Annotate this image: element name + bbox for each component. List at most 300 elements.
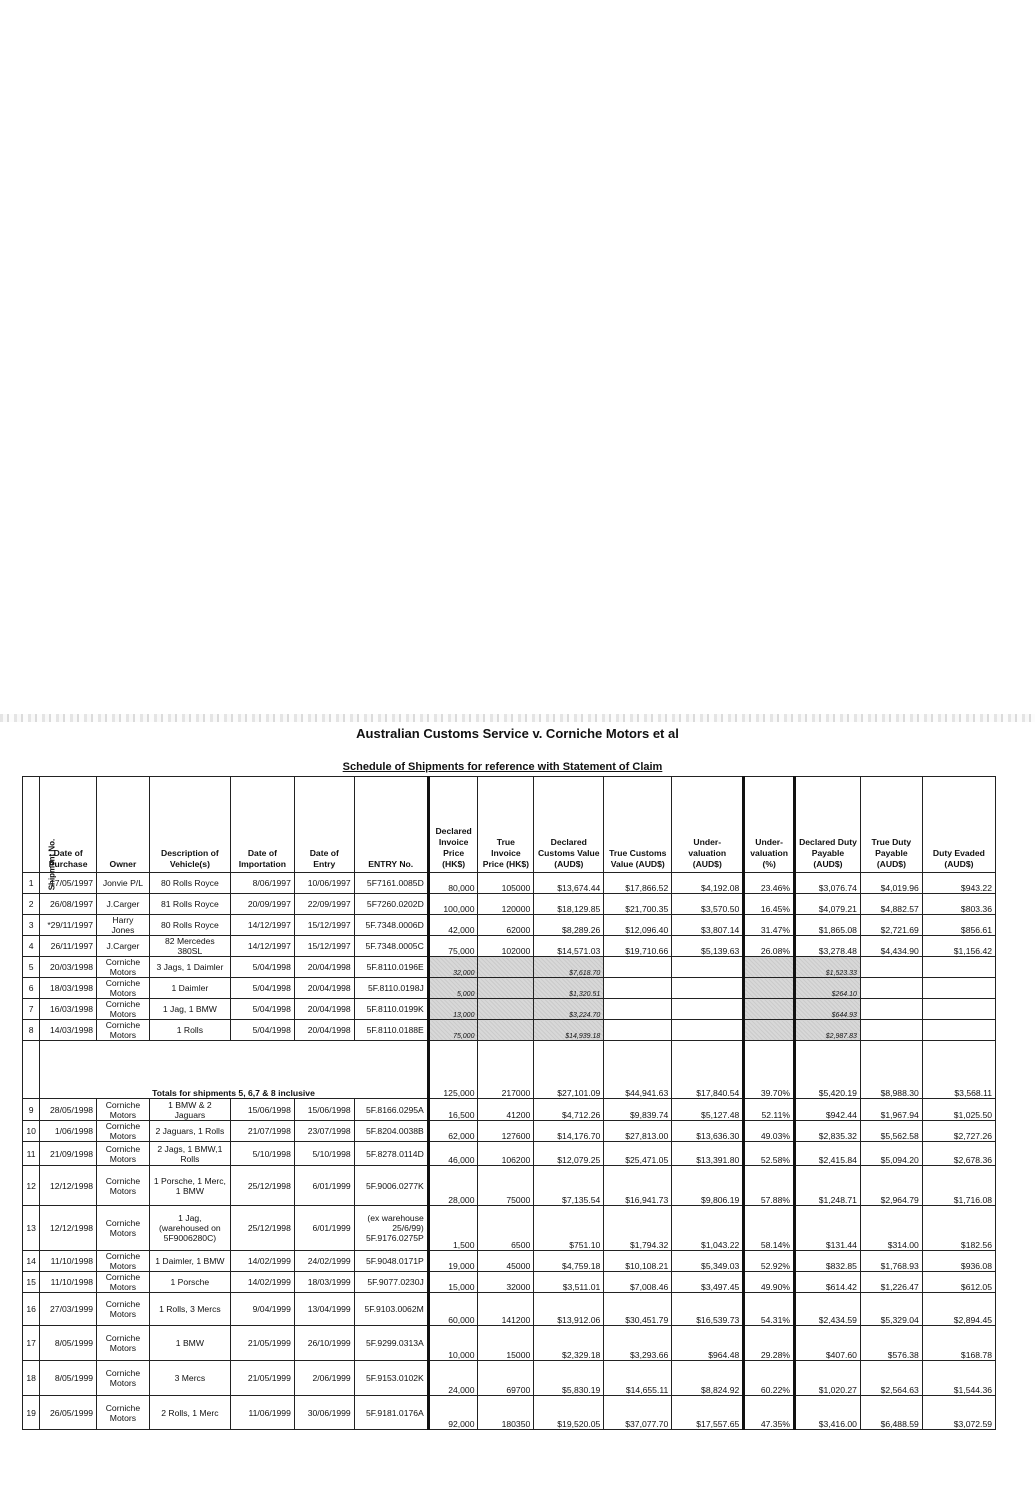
shipments-1-8	[23, 873, 996, 1041]
table-row	[23, 873, 996, 894]
table-cell: 1 Rolls	[149, 1020, 230, 1041]
table-cell: $314.00	[860, 1206, 922, 1251]
table-cell: $27,813.00	[604, 1121, 672, 1142]
table-cell: $14,176.70	[534, 1121, 604, 1142]
header-duty-evaded: Duty Evaded (AUD$)	[922, 777, 995, 873]
table-cell: 6500	[478, 1206, 534, 1251]
table-cell: 5F.8166.0295A	[354, 1099, 428, 1121]
table-cell: 9	[23, 1099, 40, 1121]
table-cell: Corniche Motors	[97, 1142, 150, 1166]
table-cell: $17,557.65	[672, 1396, 744, 1430]
table-cell: 20/03/1998	[40, 957, 97, 978]
table-cell: 54.31%	[744, 1293, 795, 1326]
table-cell: $1,794.32	[604, 1206, 672, 1251]
table-cell: 9/04/1999	[230, 1293, 294, 1326]
table-cell: $5,329.04	[860, 1293, 922, 1326]
table-cell: 5F.8110.0196E	[354, 957, 428, 978]
table-cell: 10/06/1997	[294, 873, 354, 894]
table-cell: $21,700.35	[604, 894, 672, 915]
table-cell	[672, 999, 744, 1020]
table-cell: Harry Jones	[97, 915, 150, 936]
table-cell: $964.48	[672, 1326, 744, 1361]
header-true-invoice-price: True Invoice Price (HK$)	[478, 777, 534, 873]
table-cell: $5,562.58	[860, 1121, 922, 1142]
table-cell: $2,835.32	[795, 1121, 861, 1142]
table-cell: $37,077.70	[604, 1396, 672, 1430]
table-cell: 45000	[478, 1251, 534, 1272]
table-cell: 8/06/1997	[230, 873, 294, 894]
table-cell: 5F.9006.0277K	[354, 1166, 428, 1206]
table-cell	[744, 1020, 795, 1041]
table-cell: $5,830.19	[534, 1361, 604, 1396]
table-cell: 52.11%	[744, 1099, 795, 1121]
table-cell: 100,000	[428, 894, 478, 915]
header-owner: Owner	[97, 777, 150, 873]
table-cell: 5/10/1998	[294, 1142, 354, 1166]
table-cell: $3,807.14	[672, 915, 744, 936]
table-cell: Corniche Motors	[97, 1206, 150, 1251]
table-cell: 57.88%	[744, 1166, 795, 1206]
table-cell: Corniche Motors	[97, 1293, 150, 1326]
table-row	[23, 894, 996, 915]
table-cell: 12	[23, 1166, 40, 1206]
table-cell: 4	[23, 936, 40, 957]
table-cell: 26/10/1999	[294, 1326, 354, 1361]
table-cell: 11/06/1999	[230, 1396, 294, 1430]
header-date-of-purchase: Date of Purchase	[40, 777, 97, 873]
table-row	[23, 957, 996, 978]
table-cell: $13,391.80	[672, 1142, 744, 1166]
table-cell: 15	[23, 1272, 40, 1293]
table-cell: 16/03/1998	[40, 999, 97, 1020]
totals-cell: $5,420.19	[795, 1041, 861, 1099]
table-cell	[860, 957, 922, 978]
table-cell: 13/04/1999	[294, 1293, 354, 1326]
table-cell: $13,674.44	[534, 873, 604, 894]
table-cell: Corniche Motors	[97, 1272, 150, 1293]
table-cell: 62,000	[428, 1121, 478, 1142]
table-cell: $14,655.11	[604, 1361, 672, 1396]
table-cell: 8/05/1999	[40, 1361, 97, 1396]
totals-cell: 125,000	[428, 1041, 478, 1099]
table-cell: $4,079.21	[795, 894, 861, 915]
table-cell: 24/02/1999	[294, 1251, 354, 1272]
table-row	[23, 1272, 996, 1293]
table-row	[23, 1293, 996, 1326]
table-cell: Corniche Motors	[97, 1361, 150, 1396]
table-cell: 1 Porsche	[149, 1272, 230, 1293]
table-cell: 5/04/1998	[230, 1020, 294, 1041]
table-cell: 52.58%	[744, 1142, 795, 1166]
table-cell: Corniche Motors	[97, 1020, 150, 1041]
table-cell: $614.42	[795, 1272, 861, 1293]
totals-row	[23, 1041, 996, 1099]
table-cell: $803.36	[922, 894, 995, 915]
table-cell	[922, 1020, 995, 1041]
table-cell	[672, 957, 744, 978]
table-row	[23, 1166, 996, 1206]
table-cell: 14/03/1998	[40, 1020, 97, 1041]
totals-cell: 217000	[478, 1041, 534, 1099]
table-cell: 102000	[478, 936, 534, 957]
table-row	[23, 999, 996, 1020]
table-cell: $4,434.90	[860, 936, 922, 957]
table-cell: $3,293.66	[604, 1326, 672, 1361]
table-row	[23, 936, 996, 957]
table-cell: $2,727.26	[922, 1121, 995, 1142]
table-row	[23, 915, 996, 936]
table-cell: 11/10/1998	[40, 1251, 97, 1272]
table-cell: 2/06/1999	[294, 1361, 354, 1396]
table-cell: 32000	[478, 1272, 534, 1293]
table-cell: $19,520.05	[534, 1396, 604, 1430]
table-row	[23, 1396, 996, 1430]
table-cell: 2	[23, 894, 40, 915]
table-cell: $3,416.00	[795, 1396, 861, 1430]
table-cell: 14/12/1997	[230, 915, 294, 936]
table-cell: 180350	[478, 1396, 534, 1430]
table-cell: 28,000	[428, 1166, 478, 1206]
table-cell: $1,248.71	[795, 1166, 861, 1206]
totals-cell: $17,840.54	[672, 1041, 744, 1099]
table-cell	[478, 978, 534, 999]
table-cell: $6,488.59	[860, 1396, 922, 1430]
table-cell: $2,987.83	[795, 1020, 861, 1041]
table-cell: 75,000	[428, 936, 478, 957]
table-cell: $264.10	[795, 978, 861, 999]
table-cell: Corniche Motors	[97, 1166, 150, 1206]
table-cell: 41200	[478, 1099, 534, 1121]
table-cell: $942.44	[795, 1099, 861, 1121]
table-cell: 25/12/1998	[230, 1206, 294, 1251]
table-cell: 5/04/1998	[230, 957, 294, 978]
table-cell: $9,806.19	[672, 1166, 744, 1206]
table-cell: 27/03/1999	[40, 1293, 97, 1326]
table-cell: 75000	[478, 1166, 534, 1206]
table-cell: $2,964.79	[860, 1166, 922, 1206]
table-cell: $943.22	[922, 873, 995, 894]
table-cell: 49.90%	[744, 1272, 795, 1293]
table-cell: $25,471.05	[604, 1142, 672, 1166]
table-cell: 47.35%	[744, 1396, 795, 1430]
totals-cell: $3,568.11	[922, 1041, 995, 1099]
table-cell: 1 Daimler	[149, 978, 230, 999]
table-cell: 16,500	[428, 1099, 478, 1121]
table-cell: 6/01/1999	[294, 1166, 354, 1206]
table-cell: J.Carger	[97, 936, 150, 957]
header-true-customs-value: True Customs Value (AUD$)	[604, 777, 672, 873]
table-cell	[604, 1020, 672, 1041]
table-cell: 15/12/1997	[294, 915, 354, 936]
table-cell: 17	[23, 1326, 40, 1361]
table-cell: 28/05/1998	[40, 1099, 97, 1121]
table-cell: Corniche Motors	[97, 1326, 150, 1361]
table-cell: 7	[23, 999, 40, 1020]
table-row	[23, 1121, 996, 1142]
document-title: Australian Customs Service v. Corniche Motors et al	[356, 726, 679, 741]
table-cell: 26/11/1997	[40, 936, 97, 957]
table-cell: $18,129.85	[534, 894, 604, 915]
table-cell: 5F.8110.0199K	[354, 999, 428, 1020]
table-cell: 60,000	[428, 1293, 478, 1326]
table-cell: $3,076.74	[795, 873, 861, 894]
table-cell: 21/07/1998	[230, 1121, 294, 1142]
table-cell: Corniche Motors	[97, 1396, 150, 1430]
table-cell: 5,000	[428, 978, 478, 999]
table-cell	[604, 957, 672, 978]
table-cell: $1,967.94	[860, 1099, 922, 1121]
table-cell: $7,618.70	[534, 957, 604, 978]
table-cell: 13,000	[428, 999, 478, 1020]
table-cell: 58.14%	[744, 1206, 795, 1251]
table-cell: *29/11/1997	[40, 915, 97, 936]
table-cell: $16,539.73	[672, 1293, 744, 1326]
table-cell: $1,043.22	[672, 1206, 744, 1251]
shipments-table	[22, 776, 996, 1430]
table-cell: 12/12/1998	[40, 1206, 97, 1251]
table-cell: 15,000	[428, 1272, 478, 1293]
table-cell: 6/01/1999	[294, 1206, 354, 1251]
header-declared-invoice-price: Declared Invoice Price (HK$)	[428, 777, 478, 873]
table-cell: 23/07/1998	[294, 1121, 354, 1142]
table-cell: 14/02/1999	[230, 1272, 294, 1293]
table-cell: 46,000	[428, 1142, 478, 1166]
table-cell: $576.38	[860, 1326, 922, 1361]
table-cell: 32,000	[428, 957, 478, 978]
table-cell: 20/04/1998	[294, 957, 354, 978]
table-cell: 5F.7348.0006D	[354, 915, 428, 936]
table-cell: $1,020.27	[795, 1361, 861, 1396]
table-cell: $1,523.33	[795, 957, 861, 978]
table-cell: 10,000	[428, 1326, 478, 1361]
table-cell: 18/03/1999	[294, 1272, 354, 1293]
table-cell: 14/12/1997	[230, 936, 294, 957]
table-cell: $1,025.50	[922, 1099, 995, 1121]
table-cell: 14/02/1999	[230, 1251, 294, 1272]
table-cell: 5F.9153.0102K	[354, 1361, 428, 1396]
table-cell: 3	[23, 915, 40, 936]
table-cell: Corniche Motors	[97, 1251, 150, 1272]
table-cell: 1 Porsche, 1 Merc, 1 BMW	[149, 1166, 230, 1206]
table-cell: $1,156.42	[922, 936, 995, 957]
header-entry-no: ENTRY No.	[354, 777, 428, 873]
table-cell: 5F.9103.0062M	[354, 1293, 428, 1326]
table-cell: $12,079.25	[534, 1142, 604, 1166]
header-shipment-no: Shipment No.	[23, 777, 40, 873]
table-cell: Corniche Motors	[97, 957, 150, 978]
table-cell	[860, 978, 922, 999]
table-cell: $5,094.20	[860, 1142, 922, 1166]
table-cell: $4,712.26	[534, 1099, 604, 1121]
table-cell: 8/05/1999	[40, 1326, 97, 1361]
table-cell: $1,320.51	[534, 978, 604, 999]
table-cell: 141200	[478, 1293, 534, 1326]
table-cell	[922, 978, 995, 999]
table-cell: 19	[23, 1396, 40, 1430]
table-cell: 1	[23, 873, 40, 894]
table-cell: 5/10/1998	[230, 1142, 294, 1166]
table-cell: $182.56	[922, 1206, 995, 1251]
table-cell: 1 Daimler, 1 BMW	[149, 1251, 230, 1272]
table-cell: Jonvie P/L	[97, 873, 150, 894]
table-cell: $644.93	[795, 999, 861, 1020]
table-cell: 22/09/1997	[294, 894, 354, 915]
table-cell: 20/04/1998	[294, 1020, 354, 1041]
table-cell: 2 Jaguars, 1 Rolls	[149, 1121, 230, 1142]
totals-cell: $8,988.30	[860, 1041, 922, 1099]
table-cell: $168.78	[922, 1326, 995, 1361]
table-row	[23, 978, 996, 999]
header-description: Description of Vehicle(s)	[149, 777, 230, 873]
table-cell: 1 Rolls, 3 Mercs	[149, 1293, 230, 1326]
table-cell: $4,019.96	[860, 873, 922, 894]
schedule-subtitle: Schedule of Shipments for reference with Statement of Claim	[342, 761, 663, 773]
table-cell	[744, 957, 795, 978]
table-cell: $1,768.93	[860, 1251, 922, 1272]
table-cell: 5F.8110.0188E	[354, 1020, 428, 1041]
table-cell: $4,192.08	[672, 873, 744, 894]
table-cell: $2,894.45	[922, 1293, 995, 1326]
table-cell: $16,941.73	[604, 1166, 672, 1206]
table-cell: 15/12/1997	[294, 936, 354, 957]
table-cell: 1 Jag, (warehoused on 5F9006280C)	[149, 1206, 230, 1251]
totals-spacer	[23, 1041, 40, 1099]
header-date-of-entry: Date of Entry	[294, 777, 354, 873]
table-cell: 19,000	[428, 1251, 478, 1272]
table-cell: 15000	[478, 1326, 534, 1361]
table-cell: 5	[23, 957, 40, 978]
header-undervaluation-aud: Under-valuation (AUD$)	[672, 777, 744, 873]
totals-cell: 39.70%	[744, 1041, 795, 1099]
table-cell: $4,759.18	[534, 1251, 604, 1272]
table-cell	[860, 999, 922, 1020]
table-cell: 14	[23, 1251, 40, 1272]
table-cell: Corniche Motors	[97, 978, 150, 999]
table-cell: $19,710.66	[604, 936, 672, 957]
table-cell: (ex warehouse 25/6/99) 5F.9176.0275P	[354, 1206, 428, 1251]
table-cell: 5/04/1998	[230, 978, 294, 999]
table-cell	[478, 999, 534, 1020]
table-cell: 15/06/1998	[230, 1099, 294, 1121]
table-cell	[604, 978, 672, 999]
table-cell: 42,000	[428, 915, 478, 936]
table-cell: 5F.8278.0114D	[354, 1142, 428, 1166]
table-cell	[478, 957, 534, 978]
table-row	[23, 1361, 996, 1396]
table-row	[23, 1099, 996, 1121]
table-cell: 20/09/1997	[230, 894, 294, 915]
table-cell: 80 Rolls Royce	[149, 873, 230, 894]
table-cell	[672, 1020, 744, 1041]
table-cell: $12,096.40	[604, 915, 672, 936]
table-cell	[672, 978, 744, 999]
header-declared-customs-value: Declared Customs Value (AUD$)	[534, 777, 604, 873]
table-cell: 52.92%	[744, 1251, 795, 1272]
table-cell: $3,570.50	[672, 894, 744, 915]
table-cell: 11/10/1998	[40, 1272, 97, 1293]
table-cell: $5,349.03	[672, 1251, 744, 1272]
table-cell: 5F.9181.0176A	[354, 1396, 428, 1430]
table-cell: $13,912.06	[534, 1293, 604, 1326]
table-cell: 26/05/1999	[40, 1396, 97, 1430]
table-cell: 1/06/1998	[40, 1121, 97, 1142]
table-cell: $17,866.52	[604, 873, 672, 894]
table-cell: $1,226.47	[860, 1272, 922, 1293]
table-cell: $2,434.59	[795, 1293, 861, 1326]
table-cell: $3,278.48	[795, 936, 861, 957]
table-cell: 105000	[478, 873, 534, 894]
table-cell	[604, 999, 672, 1020]
table-cell: $1,544.36	[922, 1361, 995, 1396]
totals-cell: $27,101.09	[534, 1041, 604, 1099]
table-cell: 16.45%	[744, 894, 795, 915]
header-row	[23, 777, 996, 873]
table-cell: 10	[23, 1121, 40, 1142]
header-date-of-importation: Date of Importation	[230, 777, 294, 873]
table-cell: 120000	[478, 894, 534, 915]
table-cell: 106200	[478, 1142, 534, 1166]
header-declared-duty: Declared Duty Payable (AUD$)	[795, 777, 861, 873]
table-cell: $856.61	[922, 915, 995, 936]
table-row	[23, 1251, 996, 1272]
table-cell: 29.28%	[744, 1326, 795, 1361]
table-cell: $1,865.08	[795, 915, 861, 936]
table-cell: 17/05/1997	[40, 873, 97, 894]
table-cell	[744, 978, 795, 999]
table-cell: 3 Jags, 1 Daimler	[149, 957, 230, 978]
table-cell: 1,500	[428, 1206, 478, 1251]
table-cell: $1,716.08	[922, 1166, 995, 1206]
table-cell: $7,008.46	[604, 1272, 672, 1293]
totals-section	[23, 1041, 996, 1099]
scan-artifact	[0, 714, 1035, 722]
table-cell: 5F.9048.0171P	[354, 1251, 428, 1272]
table-cell: 1 Jag, 1 BMW	[149, 999, 230, 1020]
table-cell: $13,636.30	[672, 1121, 744, 1142]
table-cell: 15/06/1998	[294, 1099, 354, 1121]
table-cell: $4,882.57	[860, 894, 922, 915]
totals-label: Totals for shipments 5, 6,7 & 8 inclusive	[40, 1041, 429, 1099]
table-cell: 5/04/1998	[230, 999, 294, 1020]
header-true-duty: True Duty Payable (AUD$)	[860, 777, 922, 873]
table-cell: $612.05	[922, 1272, 995, 1293]
table-cell: 18/03/1998	[40, 978, 97, 999]
table-cell: $14,571.03	[534, 936, 604, 957]
table-cell: 5F7260.0202D	[354, 894, 428, 915]
table-cell: 92,000	[428, 1396, 478, 1430]
table-cell: 18	[23, 1361, 40, 1396]
table-cell: 20/04/1998	[294, 978, 354, 999]
table-cell: $30,451.79	[604, 1293, 672, 1326]
table-cell: 25/12/1998	[230, 1166, 294, 1206]
table-cell: 26/08/1997	[40, 894, 97, 915]
table-cell: 82 Mercedes 380SL	[149, 936, 230, 957]
table-cell: 75,000	[428, 1020, 478, 1041]
table-cell: 6	[23, 978, 40, 999]
table-cell: $2,721.69	[860, 915, 922, 936]
table-cell: Corniche Motors	[97, 999, 150, 1020]
table-cell: 21/09/1998	[40, 1142, 97, 1166]
table-cell: 60.22%	[744, 1361, 795, 1396]
table-cell: $936.08	[922, 1251, 995, 1272]
table-cell: $2,564.63	[860, 1361, 922, 1396]
table-cell: 30/06/1999	[294, 1396, 354, 1430]
table-cell: $3,072.59	[922, 1396, 995, 1430]
table-cell: $3,497.45	[672, 1272, 744, 1293]
table-cell: 2 Rolls, 1 Merc	[149, 1396, 230, 1430]
table-cell: $14,939.18	[534, 1020, 604, 1041]
table-cell: $7,135.54	[534, 1166, 604, 1206]
